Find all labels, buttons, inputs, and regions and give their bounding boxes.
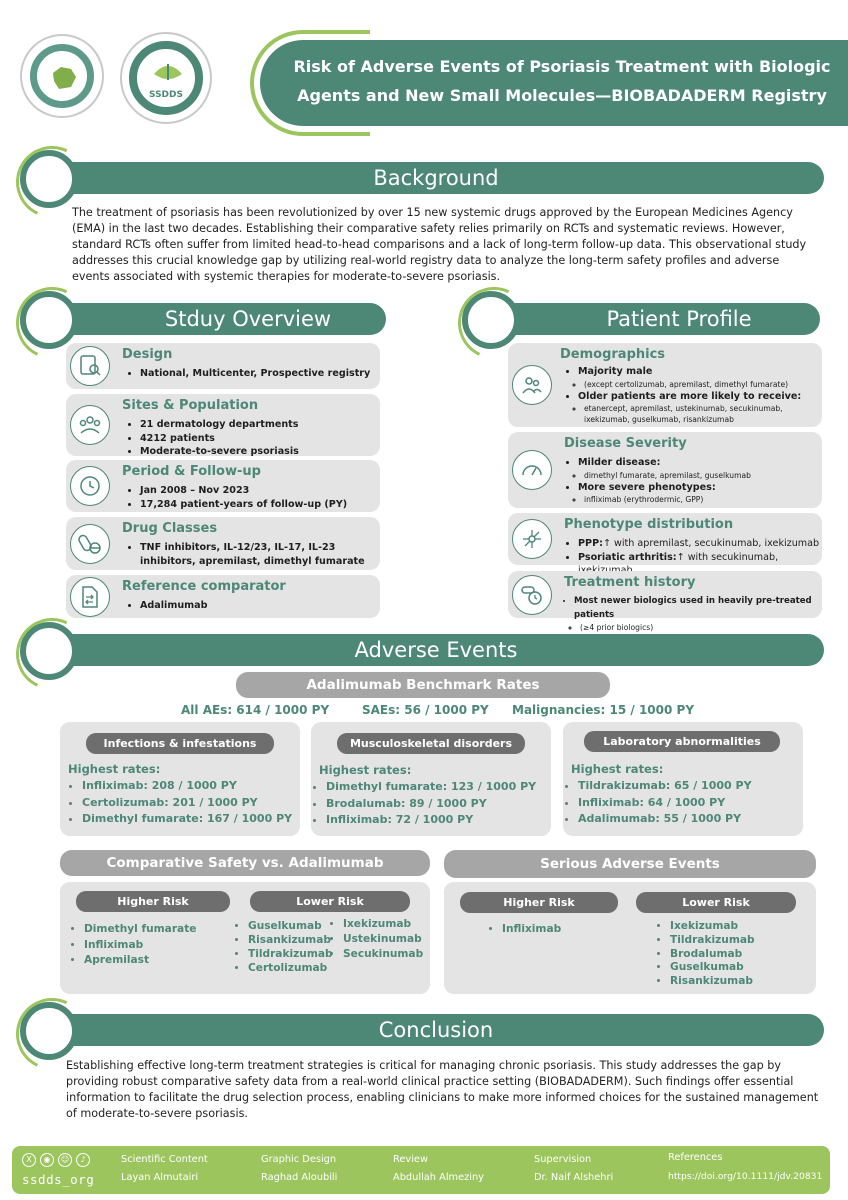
comparative-lower-item: • Secukinumab [343, 947, 423, 962]
comparative-higher-item: • Apremilast [84, 953, 196, 969]
instagram-icon[interactable]: ◉ [40, 1153, 54, 1167]
overview-bar [50, 303, 386, 335]
demographics-sub: ixekizumab, guselkumab, risankizumab [584, 415, 734, 424]
conclusion-heading: Conclusion [378, 1018, 494, 1042]
comparative-lower-item: • Tildrakizumab [248, 947, 333, 961]
comparative-lower-list-2 [327, 917, 423, 962]
background-circle [20, 150, 78, 208]
drugs-title: Drug Classes [122, 521, 218, 536]
demographics-sub: ◦ (except certolizumab, apremilast, dimethyl fumarate) [584, 379, 801, 390]
psa-detail: ↑ with secukinumab, [676, 551, 779, 563]
design-list [132, 367, 370, 381]
severity-item: • More severe phenotypes: [578, 481, 751, 495]
drugs-item: • TNF inhibitors, IL-12/23, IL-17, IL-23 inhibitors, apremilast, dimethyl fumarate [140, 541, 372, 568]
severity-title: Disease Severity [564, 436, 687, 451]
document-arrows-icon [70, 577, 110, 617]
lab-item: • Adalimumab: 55 / 1000 PY [578, 811, 752, 828]
period-title: Period & Follow-up [122, 464, 261, 479]
conclusion-text: Establishing effective long-term treatment strategies is critical for managing chronic psoriasis. This study addresses the gap by providing robust comparative safety data from a real-world clinical practice setting (BIOBADADERM). Such findings offer essential information to facilitate the drug selection process, enabling clinicians to make more informed choices for the sustained management of moderate-to-severe psoriasis. [66, 1059, 819, 1120]
musculo-item: • Brodalumab: 89 / 1000 PY [326, 796, 536, 813]
ppp-detail: ↑ with apremilast, secukinumab, ixekizumab [602, 538, 820, 549]
poster-title [282, 52, 842, 110]
card-sites [66, 394, 380, 456]
severity-item: • Milder disease: [578, 456, 751, 470]
severity-list [570, 456, 751, 505]
severity-sub: ◦ dimethyl fumarate, apremilast, guselkumab [584, 470, 751, 481]
demographics-item: • Majority male [578, 365, 801, 379]
comparative-lower-item: • Guselkumab [248, 919, 333, 933]
period-list [132, 484, 347, 511]
musculo-item: • Dimethyl fumarate: 123 / 1000 PY [326, 779, 536, 796]
review-name: Abdullah Almeziny [393, 1172, 484, 1183]
card-demographics [508, 343, 822, 427]
card-design [66, 343, 380, 389]
infections-item: • Dimethyl fumarate: 167 / 1000 PY [82, 811, 292, 828]
design-title: Design [122, 347, 173, 362]
comparative-higher-item: • Dimethyl fumarate [84, 922, 196, 938]
conclusion-bar [48, 1014, 824, 1046]
snapchat-icon[interactable]: ☺ [58, 1153, 72, 1167]
history-list [566, 595, 822, 633]
lab-item: • Infliximab: 64 / 1000 PY [578, 795, 752, 812]
ppp-label: PPP: [578, 538, 603, 549]
pill-clock-icon [512, 575, 552, 615]
profile-circle [462, 291, 520, 349]
design-label: Graphic Design [261, 1154, 337, 1165]
serious-lower-item: • Tildrakizumab [670, 934, 755, 948]
drugs-list [132, 541, 372, 568]
card-history [508, 571, 822, 632]
clipboard-search-icon [70, 346, 110, 386]
adverse-bar [48, 634, 824, 666]
comparative-lower-item: • Ixekizumab [343, 917, 423, 932]
sites-title: Sites & Population [122, 398, 259, 413]
comparative-higher-list [68, 922, 196, 969]
serious-higher-list [486, 922, 561, 936]
adverse-heading: Adverse Events [354, 638, 518, 662]
adverse-circle [20, 622, 78, 680]
references-label: References [668, 1152, 723, 1163]
gauge-icon [512, 450, 552, 490]
demographics-list [570, 365, 801, 425]
background-bar [48, 162, 824, 194]
tiktok-icon[interactable]: ♪ [76, 1153, 90, 1167]
conclusion-circle [20, 1002, 78, 1060]
phenotype-title: Phenotype distribution [564, 517, 734, 532]
comparative-pill: Comparative Safety vs. Adalimumab [60, 850, 430, 876]
lab-item: • Tildrakizumab: 65 / 1000 PY [578, 778, 752, 795]
supervision-name: Dr. Naif Alshehri [534, 1172, 614, 1183]
musculo-pill: Musculoskeletal disorders [337, 733, 525, 754]
society-logo-left [20, 34, 104, 118]
history-title: Treatment history [564, 575, 696, 590]
demographics-sub: ◦ etanercept, apremilast, ustekinumab, secukinumab, [584, 403, 801, 414]
x-icon[interactable]: X [22, 1153, 36, 1167]
serious-lower-item: • Risankizumab [670, 975, 755, 989]
musculo-list [310, 779, 536, 829]
saes-rate: SAEs: 56 / 1000 PY [362, 703, 489, 717]
scientific-name: Layan Almutairi [121, 1172, 199, 1183]
comparative-lower-item: • Risankizumab [248, 933, 333, 947]
overview-circle [20, 291, 78, 349]
card-drugs [66, 517, 380, 570]
people-group-icon [70, 405, 110, 445]
benchmark-pill: Adalimumab Benchmark Rates [236, 672, 610, 698]
card-reference [66, 575, 380, 618]
title-line-1: Risk of Adverse Events of Psoriasis Treatment with Biologic [293, 57, 831, 76]
logo-right-text: SSDDS [149, 90, 183, 100]
musculo-highest-label: Highest rates: [319, 763, 412, 777]
history-sub: ◦ (≥4 prior biologics) [580, 622, 822, 633]
network-icon [512, 519, 552, 559]
infections-highest-label: Highest rates: [68, 762, 161, 776]
comparative-lower-list-1 [232, 919, 333, 975]
reference-title: Reference comparator [122, 579, 286, 594]
comparative-lower-pill: Lower Risk [250, 891, 410, 912]
serious-lower-pill: Lower Risk [636, 892, 796, 913]
serious-lower-item: • Guselkumab [670, 961, 755, 975]
serious-higher-item: • Infliximab [502, 922, 561, 936]
pills-icon [70, 524, 110, 564]
background-heading: Background [373, 166, 499, 190]
severity-sub: ◦ infliximab (erythrodermic, GPP) [584, 494, 751, 505]
demographics-item: • Older patients are more likely to receive: [578, 390, 801, 404]
review-label: Review [393, 1154, 428, 1165]
demographics-title: Demographics [560, 347, 666, 362]
clock-icon [70, 466, 110, 506]
scientific-label: Scientific Content [121, 1154, 208, 1165]
design-item: • National, Multicenter, Prospective registry [140, 367, 370, 381]
infections-item: • Infliximab: 208 / 1000 PY [82, 778, 292, 795]
references-link[interactable]: https://doi.org/10.1111/jdv.20831 [668, 1171, 823, 1182]
comparative-lower-item: • Ustekinumab [343, 932, 423, 947]
sites-list [132, 418, 299, 459]
demographics-icon [512, 365, 552, 405]
reference-list [132, 599, 208, 613]
design-name: Raghad Aloubili [261, 1172, 338, 1183]
phenotype-item [578, 537, 822, 551]
psa-label: Psoriatic arthritis: [578, 551, 677, 563]
infections-list [66, 778, 292, 828]
infections-item: • Certolizumab: 201 / 1000 PY [82, 795, 292, 812]
sites-item: • Moderate-to-severe psoriasis [140, 445, 299, 459]
serious-lower-list [654, 920, 755, 989]
malignancies-rate: Malignancies: 15 / 1000 PY [512, 703, 695, 717]
sites-item: • 4212 patients [140, 432, 299, 446]
serious-lower-item: • Brodalumab [670, 948, 755, 962]
leaf-emblem-icon [152, 60, 184, 86]
profile-heading: Patient Profile [606, 307, 752, 331]
overview-heading: Stduy Overview [164, 307, 332, 331]
card-phenotype [508, 513, 822, 565]
card-severity [508, 432, 822, 508]
background-text: The treatment of psoriasis has been revolutionized by over 15 new systemic drugs approved by the European Medicines Agency (EMA) in the last two decades. Establishing their comparative safety relies primarily on RCTs and systematic reviews. However, standard RCTs often suffer from limited head-to-head comparisons and a lack of long-term follow-up data. This observational study addresses this crucial knowledge gap by utilizing real-world registry data to analyze the long-term safety profiles and adverse events associated with systemic therapies for moderate-to-severe psoriasis. [72, 206, 807, 283]
serious-higher-pill: Higher Risk [460, 892, 618, 913]
all-aes-rate: All AEs: 614 / 1000 PY [181, 703, 330, 717]
serious-lower-item: • Ixekizumab [670, 920, 755, 934]
society-logo-right [120, 32, 212, 124]
profile-bar [488, 303, 820, 335]
musculo-item: • Infliximab: 72 / 1000 PY [326, 812, 536, 829]
saudi-map-icon [49, 63, 79, 93]
sites-item: • 21 dermatology departments [140, 418, 299, 432]
period-item: • 17,284 patient-years of follow-up (PY) [140, 498, 347, 512]
reference-item: • Adalimumab [140, 599, 208, 613]
supervision-label: Supervision [534, 1154, 592, 1165]
comparative-lower-item: • Certolizumab [248, 961, 333, 975]
period-item: • Jan 2008 – Nov 2023 [140, 484, 347, 498]
title-line-2: Agents and New Small Molecules—BIOBADADERM Registry [297, 86, 827, 105]
footer-handle[interactable]: ssdds_org [22, 1172, 95, 1187]
lab-highest-label: Highest rates: [571, 762, 664, 776]
lab-list [562, 778, 752, 828]
comparative-higher-pill: Higher Risk [76, 891, 230, 912]
serious-pill: Serious Adverse Events [444, 850, 816, 878]
history-item: • Most newer biologics used in heavily pre-treated patients [574, 595, 822, 622]
lab-pill: Laboratory abnormalities [584, 731, 780, 752]
comparative-higher-item: • Infliximab [84, 938, 196, 954]
card-period [66, 460, 380, 512]
infections-pill: Infections & infestations [86, 733, 274, 754]
